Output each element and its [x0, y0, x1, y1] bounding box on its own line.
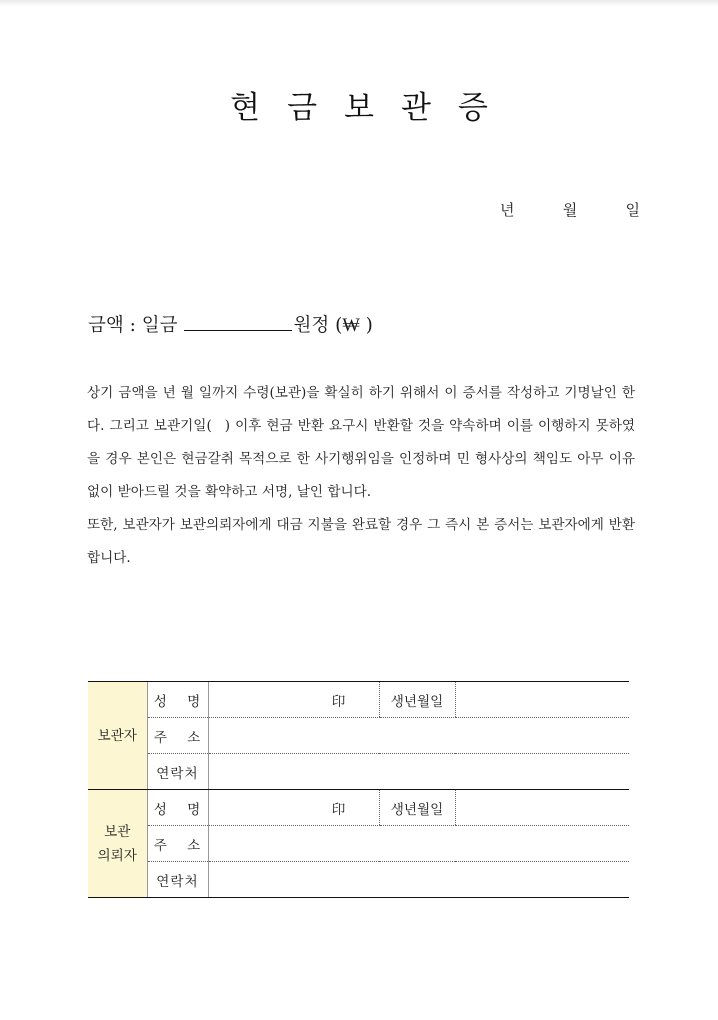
- amount-blank-field[interactable]: [184, 314, 292, 331]
- keeper-seal-mark[interactable]: 印: [208, 682, 379, 718]
- paragraph-1-part-b: ) 이후 현금 반환 요구시 반환할 것을 약속하며 이를 이행하지 못하였을 경우 본인은 현금갈취 목적으로 한 사기행위임을 인정하며 민 형사상의 책임도 아무 이유없이 받아드릴 것을 확약하고 서명, 날인 합니다.: [87, 418, 635, 500]
- keeper-contact-label: 연락처: [147, 754, 208, 790]
- party-info-table: [88, 681, 629, 898]
- requester-address-field[interactable]: [208, 826, 629, 862]
- amount-line: [88, 311, 373, 337]
- date-year: 년: [500, 201, 515, 219]
- requester-birth-label: 생년월일: [379, 790, 455, 826]
- paragraph-1: [87, 377, 635, 509]
- keeper-name-row: [88, 682, 629, 718]
- paragraph-2: 또한, 보관자가 보관의뢰자에게 대금 지불을 완료할 경우 그 즉시 본 증서는 보관자에게 반환 합니다.: [87, 517, 635, 566]
- date-row: [500, 199, 640, 220]
- requester-contact-field[interactable]: [208, 862, 629, 898]
- keeper-section-header: 보관자: [88, 682, 147, 790]
- requester-address-row: [88, 826, 629, 862]
- requester-contact-label: 연락처: [147, 862, 208, 898]
- document-title: 현금보관증: [230, 90, 515, 126]
- requester-header-line1: 보관: [104, 823, 131, 840]
- amount-suffix: 원정 (₩ ): [293, 315, 373, 336]
- date-day: 일: [625, 201, 640, 219]
- paragraph-1-part-a: 상기 금액을 년 월 일까지 수령(보관)을 확실히 하기 위해서 이 증서를 작성하고 기명날인 한다. 그리고 보관기일(: [87, 385, 635, 434]
- requester-name-row: [88, 790, 629, 826]
- page-top-edge: [0, 0, 718, 6]
- requester-section-header: [88, 790, 147, 898]
- body-text: [87, 377, 635, 575]
- requester-contact-row: [88, 862, 629, 898]
- keeper-address-row: [88, 718, 629, 754]
- requester-birth-field[interactable]: [455, 790, 629, 826]
- amount-label: 금액 : 일금: [88, 315, 178, 336]
- keeper-contact-row: [88, 754, 629, 790]
- keeper-birth-field[interactable]: [455, 682, 629, 718]
- keeper-birth-label: 생년월일: [379, 682, 455, 718]
- date-month: 월: [562, 201, 578, 219]
- requester-header-line2: 의뢰자: [97, 847, 137, 864]
- requester-name-label: 성 명: [147, 790, 208, 826]
- keeper-address-label: 주 소: [147, 718, 208, 754]
- keeper-contact-field[interactable]: [208, 754, 629, 790]
- requester-seal-mark[interactable]: 印: [208, 790, 379, 826]
- keeping-period-blank: [212, 418, 225, 434]
- requester-address-label: 주 소: [147, 826, 208, 862]
- keeper-name-label: 성 명: [147, 682, 208, 718]
- keeper-address-field[interactable]: [208, 718, 629, 754]
